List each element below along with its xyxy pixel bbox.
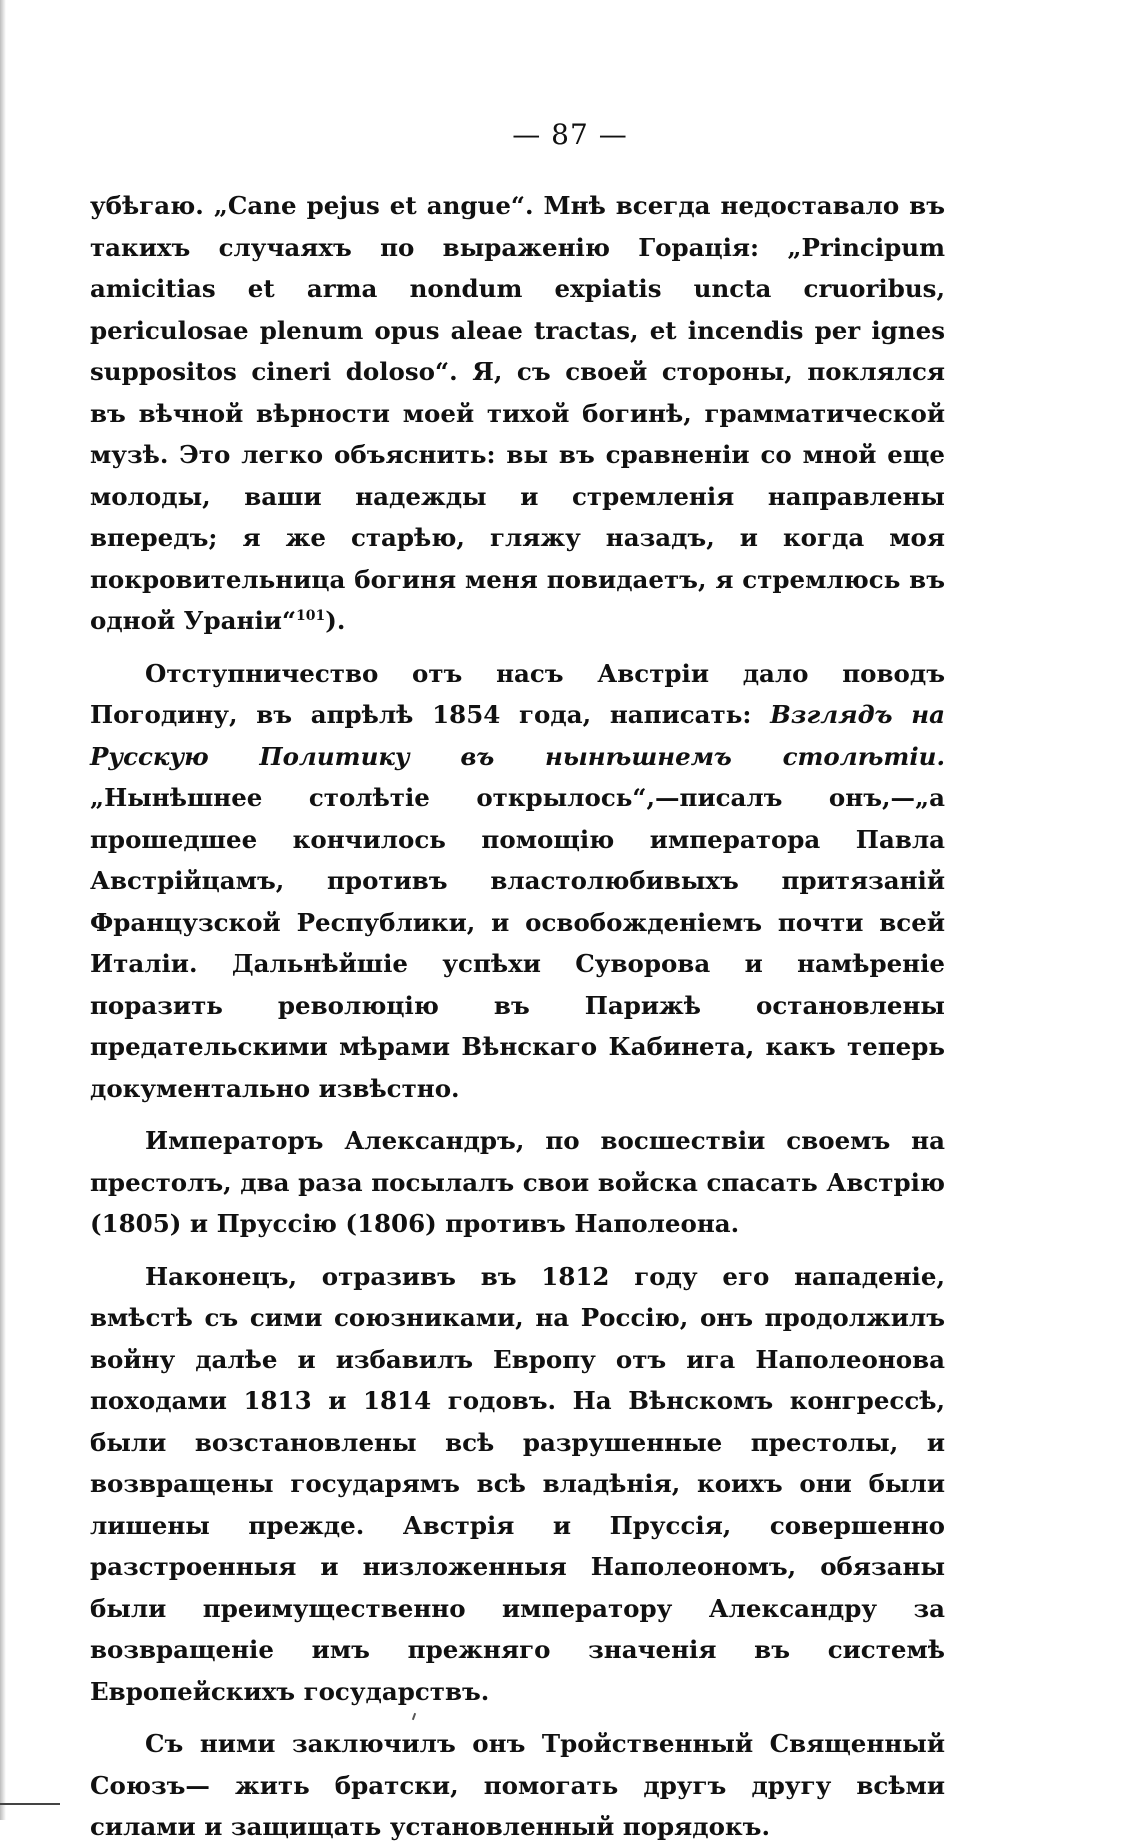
paragraph-5: Съ ними заключилъ онъ Тройственный Священный Союзъ— жить братски, помогать другъ другу всѣми силами и защищать установленный порядокъ. [90,1729,945,1841]
paragraph-1 [90,185,945,642]
scan-edge-line [0,1803,60,1805]
paragraph-2-end: „Нынѣшнее столѣтіе открылось“,—писалъ онъ,—„а прошедшее кончилось помощію императора Павла Австрійцамъ, противъ властолюбивыхъ притязаній Французской Республики, и освобожденіемъ почти всей Италіи. Дальнѣйшіе успѣхи Суворова и намѣреніе поразить революцію въ Парижѣ остановлены предательскими мѣрами Вѣнскаго Кабинета, какъ теперь документально извѣстно. [90,783,945,1103]
footnote-reference: 101 [296,607,326,624]
page-number: — 87 — [512,118,628,151]
page-edge-shadow [0,0,6,1820]
paragraph-1-end: ). [325,606,346,635]
paragraph-1-text: убѣгаю. „Cane pejus et angue“. Мнѣ всегда недоставало въ такихъ случаяхъ по выраженію Горація: „Principum amicitias et arma nondum expiatis uncta cruoribus, periculosae plenum opus aleae tractas, et incendis per ignes suppositos cineri doloso“. Я, съ своей стороны, поклялся въ вѣчной вѣрности моей тихой богинѣ, грамматической музѣ. Это легко объяснить: вы въ сравненіи со мной еще молоды, ваши надежды и стремленія направлены впередъ; я же старѣю, гляжу назадъ, и когда моя покровительница богиня меня повидаетъ, я стремлюсь въ одной Ураніи“ [90,191,945,635]
paragraph-3: Императоръ Александръ, по восшествіи своемъ на престолъ, два раза посылалъ свои войска спасать Австрію (1805) и Пруссію (1806) противъ Наполеона. [90,1126,945,1238]
paragraph-2-start: Отступничество отъ насъ Австріи дало поводъ Погодину, въ апрѣлѣ 1854 года, написать: [90,658,945,729]
paragraph-2 [90,653,945,1110]
paragraph-4: Наконецъ, отразивъ въ 1812 году его нападеніе, вмѣстѣ съ сими союзниками, на Россію, онъ продолжилъ войну далѣе и избавилъ Европу отъ ига Наполеонова походами 1813 и 1814 годовъ. На Вѣнскомъ конгрессѣ, были возстановлены всѣ разрушенные престолы, и возвращены государямъ всѣ владѣнія, коихъ они были лишены прежде. Австрія и Пруссія, совершенно разстроенныя и низложенныя Наполеономъ, обязаны были преимущественно императору Александру за возвращеніе имъ прежняго значенія въ системѣ Европейскихъ государствъ. [90,1261,945,1706]
body-text [90,185,945,1848]
cited-work-title: Взглядъ на Русскую Политику въ нынѣшнемъ столѣтіи. [90,700,945,771]
